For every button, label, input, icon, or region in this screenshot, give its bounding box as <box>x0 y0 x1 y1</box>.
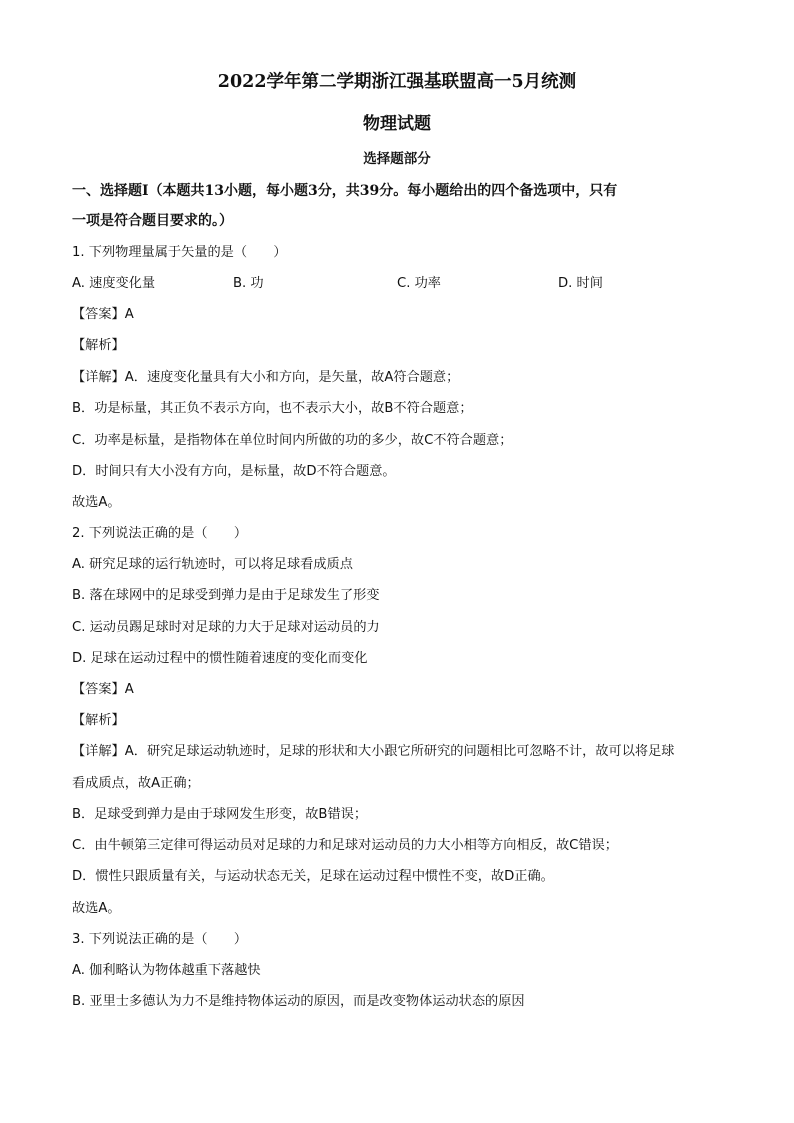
question-2-stem: 2. 下列说法正确的是（ ） <box>72 526 248 541</box>
section-heading-line2: 一项是符合题目要求的。） <box>72 213 233 229</box>
question-2-detail-line: 【详解】A．研究足球运动轨迹时，足球的形状和大小跟它所研究的问题相比可忽略不计，故可以将足球 <box>72 744 675 759</box>
exam-title: 2022学年第二学期浙江强基联盟高一5月统测 <box>217 72 577 92</box>
question-2-analysis: 【解析】 <box>72 713 125 728</box>
question-1-detail-line: B．功是标量，其正负不表示方向，也不表示大小，故B不符合题意； <box>72 401 473 416</box>
question-1-detail-line: C．功率是标量，是指物体在单位时间内所做的功的多少，故C不符合题意； <box>72 433 513 448</box>
question-1-detail-line: D．时间只有大小没有方向，是标量，故D不符合题意。 <box>72 464 396 479</box>
question-2-detail-line: 看成质点，故A正确； <box>72 776 200 791</box>
question-1-conclusion: 故选A。 <box>72 495 121 510</box>
part-title: 选择题部分 <box>363 151 431 167</box>
question-2-detail-line: B．足球受到弹力是由于球网发生形变，故B错误； <box>72 807 368 822</box>
question-1-option-a: A. 速度变化量 <box>72 276 156 291</box>
question-2-detail-line: C．由牛顿第三定律可得运动员对足球的力和足球对运动员的力大小相等方向相反，故C错误； <box>72 838 618 853</box>
question-2-option-b: B. 落在球网中的足球受到弹力是由于足球发生了形变 <box>72 588 380 603</box>
subject-title: 物理试题 <box>363 114 431 134</box>
question-2-conclusion: 故选A。 <box>72 901 121 916</box>
question-1-answer: 【答案】A <box>72 307 134 322</box>
question-1-option-b: B. 功 <box>233 276 264 291</box>
question-3-stem: 3. 下列说法正确的是（ ） <box>72 932 248 947</box>
question-3-option-b: B. 亚里士多德认为力不是维持物体运动的原因，而是改变物体运动状态的原因 <box>72 994 525 1009</box>
question-1-option-c: C. 功率 <box>397 276 441 291</box>
question-1-detail-line: 【详解】A．速度变化量具有大小和方向，是矢量，故A符合题意； <box>72 370 460 385</box>
question-2-answer: 【答案】A <box>72 682 134 697</box>
question-2-detail-line: D．惯性只跟质量有关，与运动状态无关，足球在运动过程中惯性不变，故D正确。 <box>72 869 554 884</box>
question-1-option-d: D. 时间 <box>558 276 603 291</box>
question-1-stem: 1. 下列物理量属于矢量的是（ ） <box>72 245 287 260</box>
question-2-option-a: A. 研究足球的运行轨迹时，可以将足球看成质点 <box>72 557 353 572</box>
section-heading-line1: 一、选择题Ⅰ（本题共13小题，每小题3分，共39分。每小题给出的四个备选项中，只有 <box>72 183 618 199</box>
question-2-option-c: C. 运动员踢足球时对足球的力大于足球对运动员的力 <box>72 620 380 635</box>
question-2-option-d: D. 足球在运动过程中的惯性随着速度的变化而变化 <box>72 651 368 666</box>
question-3-option-a: A. 伽利略认为物体越重下落越快 <box>72 963 261 978</box>
question-1-analysis: 【解析】 <box>72 338 125 353</box>
